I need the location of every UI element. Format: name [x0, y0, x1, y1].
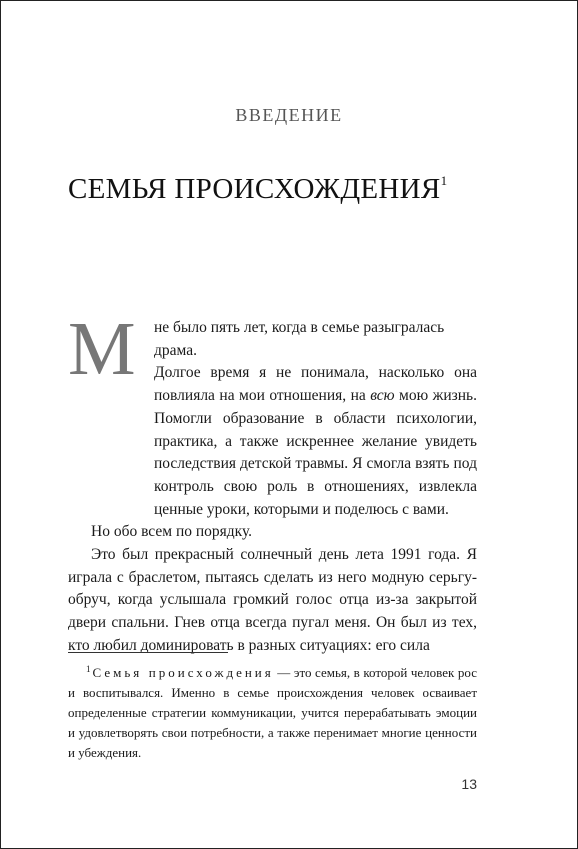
paragraph-2: Но обо всем по порядку. — [91, 523, 253, 541]
paragraph-3: Это был прекрасный солнечный день лета 1991 года. Я играла с браслетом, пытаясь сделать из него модную серьгу-обруч, когда услышала громкий голос отца из-за закрытой двери спальни. Гнев отца всегда пугал меня. Он был из тех, кто любил доминировать в разных ситуациях: его сила — [68, 546, 477, 654]
emphasis-word: всю — [370, 387, 395, 405]
footnote-mark: 1 — [86, 664, 91, 674]
opening-line-2: драма. — [154, 341, 197, 359]
footnote-reference: 1 — [440, 173, 448, 188]
footnote — [68, 659, 477, 763]
body-text — [68, 307, 477, 658]
opening-line-1: не было пять лет, когда в семье разыгралась — [154, 319, 445, 336]
drop-cap: М — [68, 307, 136, 391]
opening-paragraph — [68, 307, 477, 521]
footnote-divider — [68, 652, 228, 653]
chapter-label: ВВЕДЕНИЕ — [235, 105, 343, 125]
paragraph-1-end: мою жизнь. Помогли образование в области психологии, практика, а также искреннее желание увидеть последствия детской травмы. Я смогла взять под контроль свою роль в отношениях, извлекла ценные уроки, которыми и поделюсь с вами. — [154, 387, 477, 518]
paragraph-1-start: Долгое время я не понимала, насколько она повлияла на мои отношения, на — [154, 364, 477, 405]
chapter-title — [68, 173, 447, 206]
footnote-text: — это семья, в которой человек рос и воспитывался. Именно в семье происхождения человек осваивает определенные стратегии коммуникации, учится перерабатывать эмоции и удовлетворять свои потребности, а также перенимает многие ценности и убеждения. — [68, 665, 477, 760]
footnote-term: Семья происхождения — [92, 665, 274, 680]
chapter-title-text: СЕМЬЯ ПРОИСХОЖДЕНИЯ — [68, 173, 441, 205]
page-number: 13 — [461, 776, 477, 792]
paragraph-1-first-line — [154, 362, 477, 521]
